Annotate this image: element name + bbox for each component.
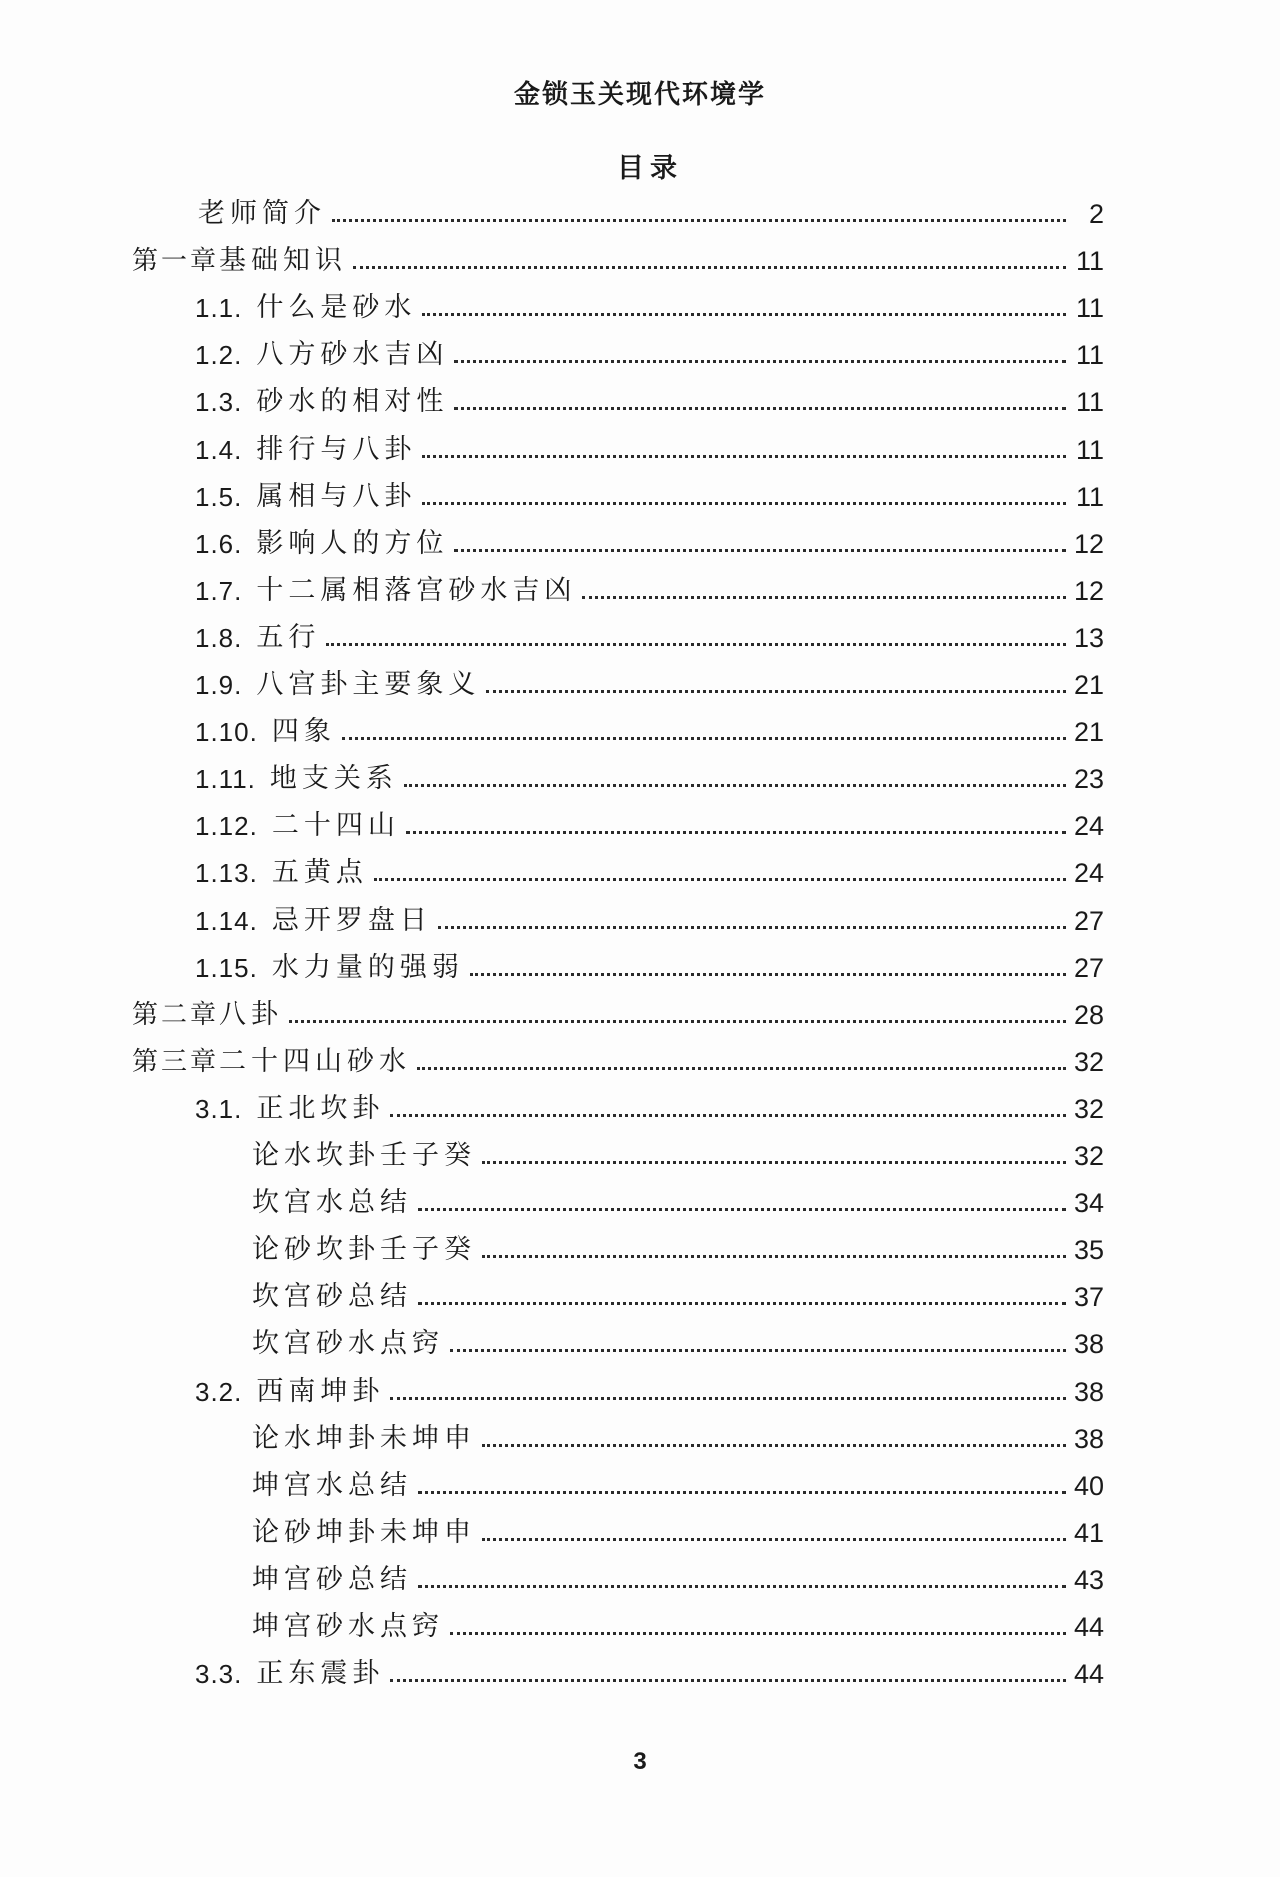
toc-entry-title: 四象	[271, 716, 336, 748]
dot-leader	[454, 407, 1066, 410]
toc-entry-page: 27	[1073, 952, 1104, 983]
toc-entry-page: 11	[1075, 293, 1104, 324]
dot-leader	[418, 1491, 1066, 1494]
toc-entry-page: 38	[1073, 1423, 1104, 1454]
toc-entry-page: 32	[1073, 1046, 1104, 1077]
toc-entry[interactable]	[252, 1132, 1104, 1172]
toc-entry-title: 西南坤卦	[256, 1375, 385, 1407]
dot-leader	[406, 831, 1066, 834]
dot-leader	[332, 219, 1066, 222]
toc-entry[interactable]	[252, 1320, 1104, 1360]
toc-entry[interactable]	[195, 897, 1104, 937]
toc-entry-number: 第二章	[132, 999, 220, 1030]
toc-entry-number: 1.10.	[195, 717, 258, 748]
toc-entry-page: 34	[1073, 1188, 1104, 1219]
toc-entry-number: 1.11.	[195, 764, 256, 795]
toc-entry[interactable]	[252, 1509, 1104, 1549]
dot-leader	[353, 266, 1066, 269]
dot-leader	[454, 549, 1066, 552]
toc-entry-title: 八宫卦主要象义	[256, 669, 481, 700]
toc-entry-title: 地支关系	[269, 763, 398, 795]
toc-entry-title: 坤宫水总结	[252, 1469, 412, 1501]
toc-entry[interactable]	[195, 802, 1104, 842]
toc-entry[interactable]	[132, 991, 1104, 1031]
toc-entry-page: 2	[1088, 199, 1104, 229]
toc-entry-title: 二十四山	[271, 810, 400, 842]
toc-entry-page: 35	[1073, 1235, 1104, 1266]
toc-entry-number: 1.5.	[195, 481, 243, 512]
toc-entry[interactable]	[195, 520, 1104, 560]
toc-entry[interactable]	[252, 1556, 1104, 1596]
toc-entry-title: 五行	[256, 621, 321, 653]
toc-entry-number: 第三章	[132, 1046, 220, 1077]
dot-leader	[404, 784, 1066, 787]
toc-entry-title: 老师简介	[198, 198, 326, 229]
toc-entry-page: 24	[1073, 811, 1104, 842]
dot-leader	[326, 643, 1066, 646]
dot-leader	[289, 1020, 1066, 1023]
toc-entry-page: 11	[1075, 340, 1104, 371]
toc-entry[interactable]	[195, 284, 1104, 324]
toc-entry-number: 1.1.	[195, 293, 243, 324]
toc-entry[interactable]	[252, 1603, 1104, 1643]
toc-entry-page: 12	[1073, 528, 1104, 559]
toc-entry-title: 正北坎卦	[256, 1092, 385, 1124]
toc-entry-number: 3.2.	[195, 1376, 243, 1407]
dot-leader	[342, 737, 1066, 740]
toc-entry[interactable]	[252, 1226, 1104, 1266]
toc-entry-page: 28	[1073, 999, 1104, 1030]
toc-entry-page: 44	[1073, 1659, 1104, 1690]
toc-entry-title: 坤宫砂总结	[252, 1563, 412, 1595]
toc-entry-number: 1.12.	[195, 811, 258, 842]
toc-entry-title: 论水坤卦未坤申	[252, 1422, 476, 1454]
dot-leader	[482, 1161, 1066, 1164]
book-title: 金锁玉关现代环境学	[513, 80, 766, 110]
toc-entry-page: 40	[1073, 1470, 1104, 1501]
toc-entry-number: 1.15.	[195, 952, 258, 983]
toc-entry-title: 砂水的相对性	[256, 386, 449, 418]
toc-entry-number: 3.1.	[195, 1093, 243, 1124]
toc-entry[interactable]	[195, 426, 1104, 466]
toc-entry[interactable]	[252, 1462, 1104, 1502]
toc-entry-number: 1.2.	[195, 340, 243, 371]
toc-entry-title: 论砂坎卦壬子癸	[252, 1234, 476, 1266]
toc-entry[interactable]	[252, 1273, 1104, 1313]
toc-entry-page: 12	[1073, 575, 1104, 606]
toc-entry[interactable]	[195, 849, 1104, 889]
toc-entry-number: 1.14.	[195, 905, 258, 936]
dot-leader	[390, 1114, 1066, 1117]
toc-entry-page: 21	[1073, 717, 1104, 748]
dot-leader	[422, 455, 1066, 458]
toc-entry-number: 1.3.	[195, 387, 243, 418]
toc-entry-page: 11	[1075, 246, 1104, 277]
toc-entry-page: 38	[1073, 1329, 1104, 1360]
dot-leader	[450, 1632, 1066, 1635]
toc-entry[interactable]	[195, 944, 1104, 984]
toc-entry[interactable]	[195, 614, 1104, 654]
toc-entry-page: 11	[1075, 434, 1104, 465]
dot-leader	[450, 1349, 1066, 1352]
toc-entry[interactable]	[195, 755, 1104, 795]
dot-leader	[418, 1208, 1066, 1211]
toc-entry[interactable]	[195, 661, 1104, 701]
toc-entry-title: 二十四山砂水	[219, 1045, 412, 1077]
dot-leader	[582, 596, 1066, 599]
toc-entry-page: 44	[1073, 1612, 1104, 1642]
toc-entry-title: 忌开罗盘日	[271, 904, 432, 936]
toc-entry-title: 八方砂水吉凶	[256, 339, 449, 371]
toc-entry-number: 1.4.	[195, 434, 243, 465]
dot-leader	[482, 1538, 1066, 1541]
dot-leader	[418, 1302, 1066, 1305]
toc-entry[interactable]	[252, 1179, 1104, 1219]
dot-leader	[482, 1255, 1066, 1258]
toc-entry-page: 11	[1075, 387, 1104, 418]
dot-leader	[486, 690, 1066, 693]
toc-entry-title: 影响人的方位	[256, 527, 449, 559]
toc-entry-title: 基础知识	[219, 245, 348, 277]
toc-entry-page: 21	[1073, 670, 1104, 700]
toc-entry-title: 八卦	[219, 998, 284, 1030]
toc-entry-title: 论水坎卦壬子癸	[252, 1140, 476, 1171]
toc-entry-page: 43	[1073, 1564, 1104, 1595]
toc-entry[interactable]	[198, 190, 1104, 230]
dot-leader	[422, 502, 1066, 505]
toc-entry-title: 五黄点	[271, 857, 368, 889]
dot-leader	[454, 360, 1066, 363]
page-number: 3	[633, 1748, 647, 1775]
toc-entry-title: 排行与八卦	[256, 433, 417, 465]
dot-leader	[417, 1067, 1066, 1070]
toc-entry-title: 正东震卦	[256, 1658, 385, 1690]
toc-entry[interactable]	[132, 1038, 1104, 1078]
dot-leader	[374, 878, 1066, 881]
toc-entry-title: 十二属相落宫砂水吉凶	[256, 574, 577, 606]
toc-entry-number: 1.6.	[195, 528, 243, 559]
toc-entry-number: 1.7.	[195, 575, 243, 606]
toc-entry[interactable]	[252, 1415, 1104, 1455]
dot-leader	[390, 1397, 1066, 1400]
toc-entry[interactable]	[195, 378, 1104, 418]
toc-entry[interactable]	[195, 567, 1104, 607]
toc-entry-title: 水力量的强弱	[271, 951, 464, 983]
toc-entry-title: 论砂坤卦未坤申	[252, 1516, 476, 1548]
dot-leader	[438, 926, 1066, 929]
toc-entry-page: 41	[1073, 1517, 1104, 1548]
toc-entry-title: 坎宫水总结	[252, 1187, 412, 1219]
toc-entry-page: 23	[1073, 764, 1104, 795]
toc-entry-number: 1.8.	[195, 622, 243, 653]
toc-entry-title: 什么是砂水	[256, 292, 417, 324]
dot-leader	[418, 1585, 1066, 1588]
toc-entry[interactable]	[195, 708, 1104, 748]
toc-entry[interactable]	[195, 1085, 1104, 1125]
toc-entry-page: 27	[1073, 905, 1104, 936]
toc-entry-page: 38	[1073, 1376, 1104, 1407]
toc-entry-title: 坤宫砂水点窍	[252, 1611, 444, 1642]
toc-entry[interactable]	[195, 1650, 1104, 1690]
toc-entry-title: 坎宫砂总结	[252, 1281, 412, 1313]
toc-entry[interactable]	[195, 473, 1104, 513]
toc-entry-number: 第一章	[132, 246, 220, 277]
dot-leader	[482, 1444, 1066, 1447]
toc-heading: 目录	[617, 153, 683, 184]
toc-entry[interactable]	[132, 237, 1104, 277]
dot-leader	[470, 973, 1066, 976]
toc-entry-page: 11	[1075, 481, 1104, 512]
toc-entry-page: 32	[1073, 1093, 1104, 1124]
dot-leader	[390, 1679, 1066, 1682]
toc-entry[interactable]	[195, 1368, 1104, 1408]
dot-leader	[422, 313, 1066, 316]
toc-entry-number: 1.13.	[195, 858, 258, 889]
toc-entry-page: 13	[1073, 622, 1104, 653]
toc-entry-number: 1.9.	[195, 670, 243, 700]
toc-entry[interactable]	[195, 331, 1104, 371]
toc-entry-page: 24	[1073, 858, 1104, 889]
toc-entry-title: 属相与八卦	[256, 480, 417, 512]
toc-entry-number: 3.3.	[195, 1659, 243, 1690]
toc-entry-page: 32	[1073, 1141, 1104, 1171]
toc-entry-page: 37	[1073, 1282, 1104, 1313]
toc-entry-title: 坎宫砂水点窍	[252, 1328, 444, 1360]
